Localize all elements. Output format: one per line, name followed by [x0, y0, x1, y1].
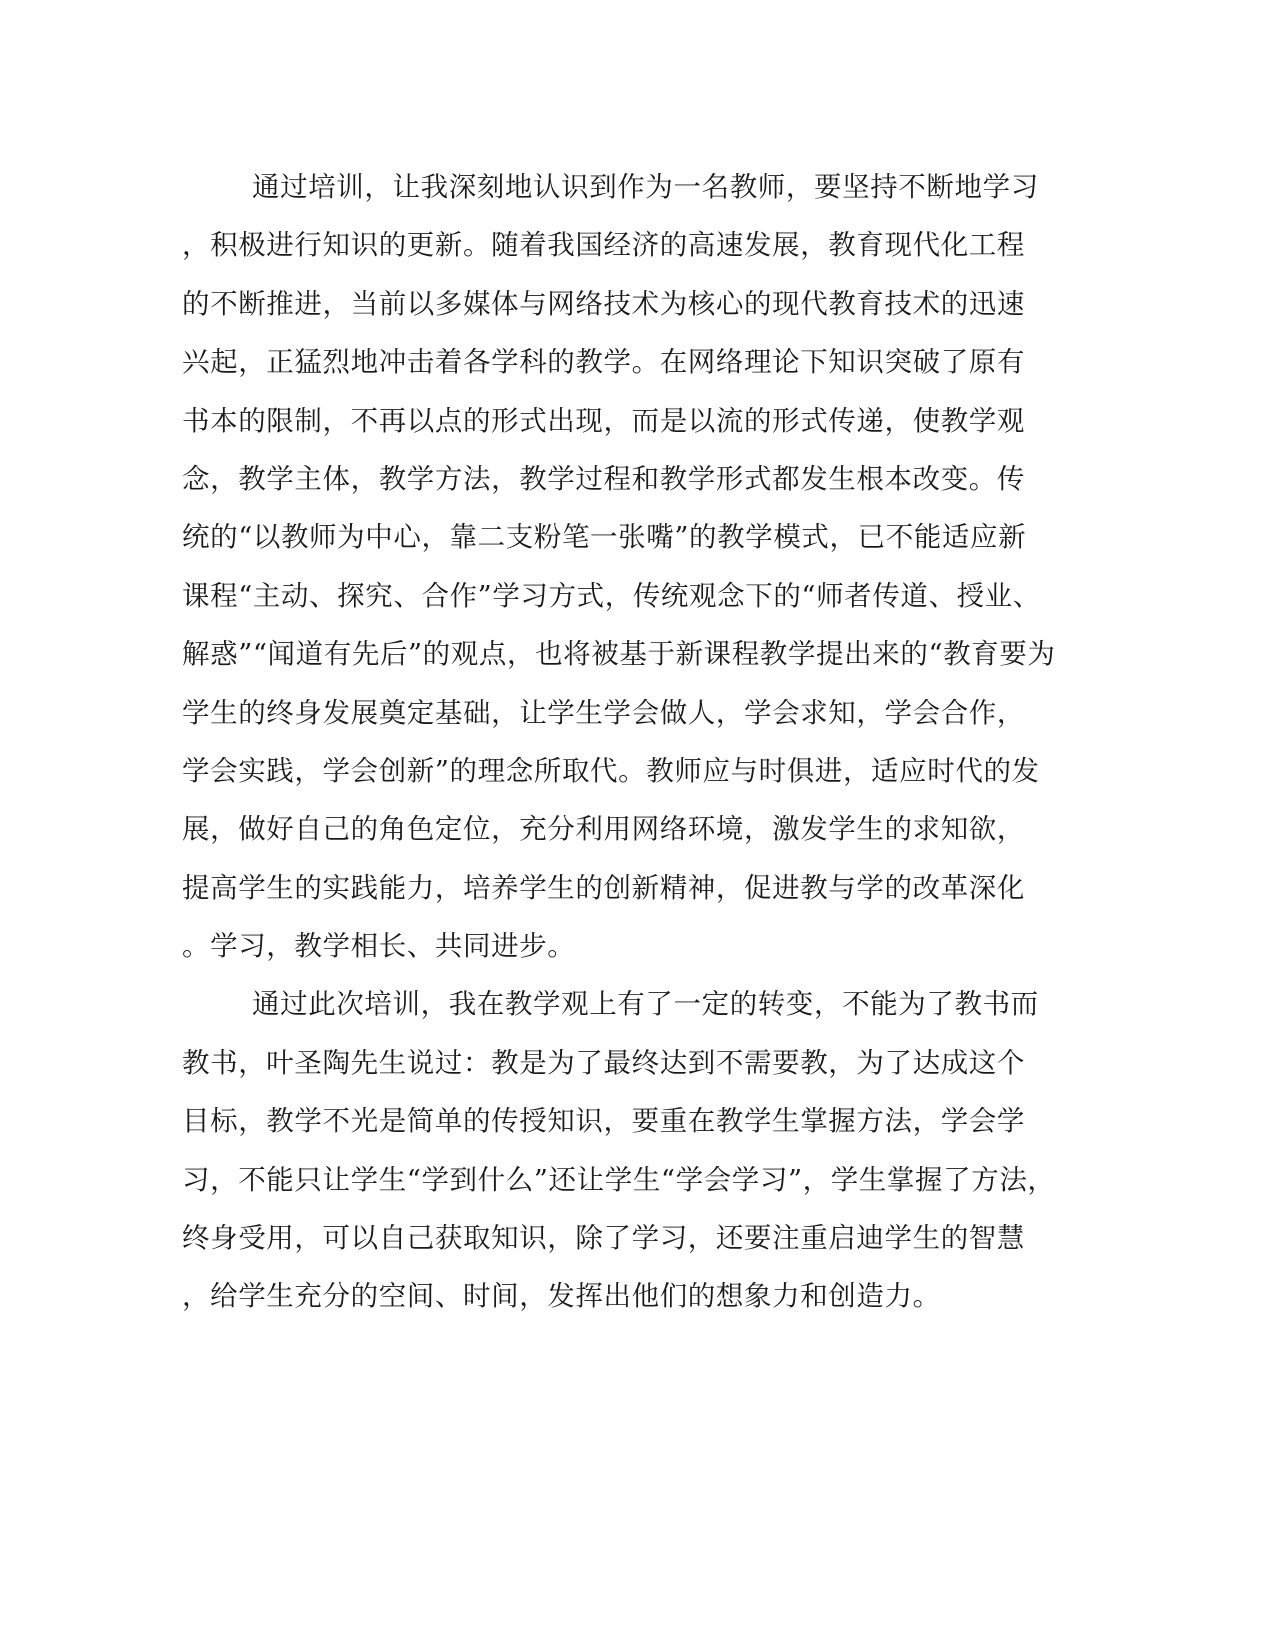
text-line: 展，做好自己的角色定位，充分利用网络环境，激发学生的求知欲，: [182, 813, 1025, 846]
text-line: 解惑”“闻道有先后”的观点，也将被基于新课程教学提出来的“教育要为: [182, 638, 1056, 671]
text-line: 学生的终身发展奠定基础，让学生学会做人，学会求知，学会合作，: [182, 696, 1025, 729]
text-line: 通过培训，让我深刻地认识到作为一名教师，要坚持不断地学习: [252, 171, 1039, 203]
text-line: 习，不能只让学生“学到什么”还让学生“学会学习”，学生掌握了方法，: [182, 1163, 1056, 1196]
paragraph-1: [182, 158, 1062, 975]
text-line: 课程“主动、探究、合作”学习方式，传统观念下的“师者传道、授业、: [182, 579, 1041, 612]
text-line: 目标，教学不光是简单的传授知识，要重在教学生掌握方法，学会学: [182, 1105, 1025, 1138]
text-line: 的不断推进，当前以多媒体与网络技术为核心的现代教育技术的迅速: [182, 287, 1025, 320]
body-text: [182, 158, 1062, 1326]
text-line: 统的“以教师为中心，靠二支粉笔一张嘴”的教学模式，已不能适应新: [182, 521, 1027, 554]
text-line: ，给学生充分的空间、时间，发挥出他们的想象力和创造力。: [182, 1280, 941, 1313]
text-line: 学会实践，学会创新”的理念所取代。教师应与时俱进，适应时代的发: [182, 754, 1040, 787]
text-line: 通过此次培训，我在教学观上有了一定的转变，不能为了教书而: [252, 988, 1039, 1021]
text-line: 教书，叶圣陶先生说过：教是为了最终达到不需要教，为了达成这个: [182, 1046, 1025, 1079]
paragraph-2: [182, 975, 1062, 1325]
text-line: 念，教学主体，教学方法，教学过程和教学形式都发生根本改变。传: [182, 462, 1025, 495]
text-line: 。学习，教学相长、共同进步。: [182, 930, 576, 963]
text-line: 书本的限制，不再以点的形式出现，而是以流的形式传递，使教学观: [182, 404, 1025, 437]
text-line: 提高学生的实践能力，培养学生的创新精神，促进教与学的改革深化: [182, 871, 1025, 904]
text-line: 终身受用，可以自己获取知识，除了学习，还要注重启迪学生的智慧: [182, 1222, 1025, 1255]
text-line: ，积极进行知识的更新。随着我国经济的高速发展，教育现代化工程: [182, 229, 1025, 262]
text-line: 兴起，正猛烈地冲击着各学科的教学。在网络理论下知识突破了原有: [182, 346, 1025, 379]
